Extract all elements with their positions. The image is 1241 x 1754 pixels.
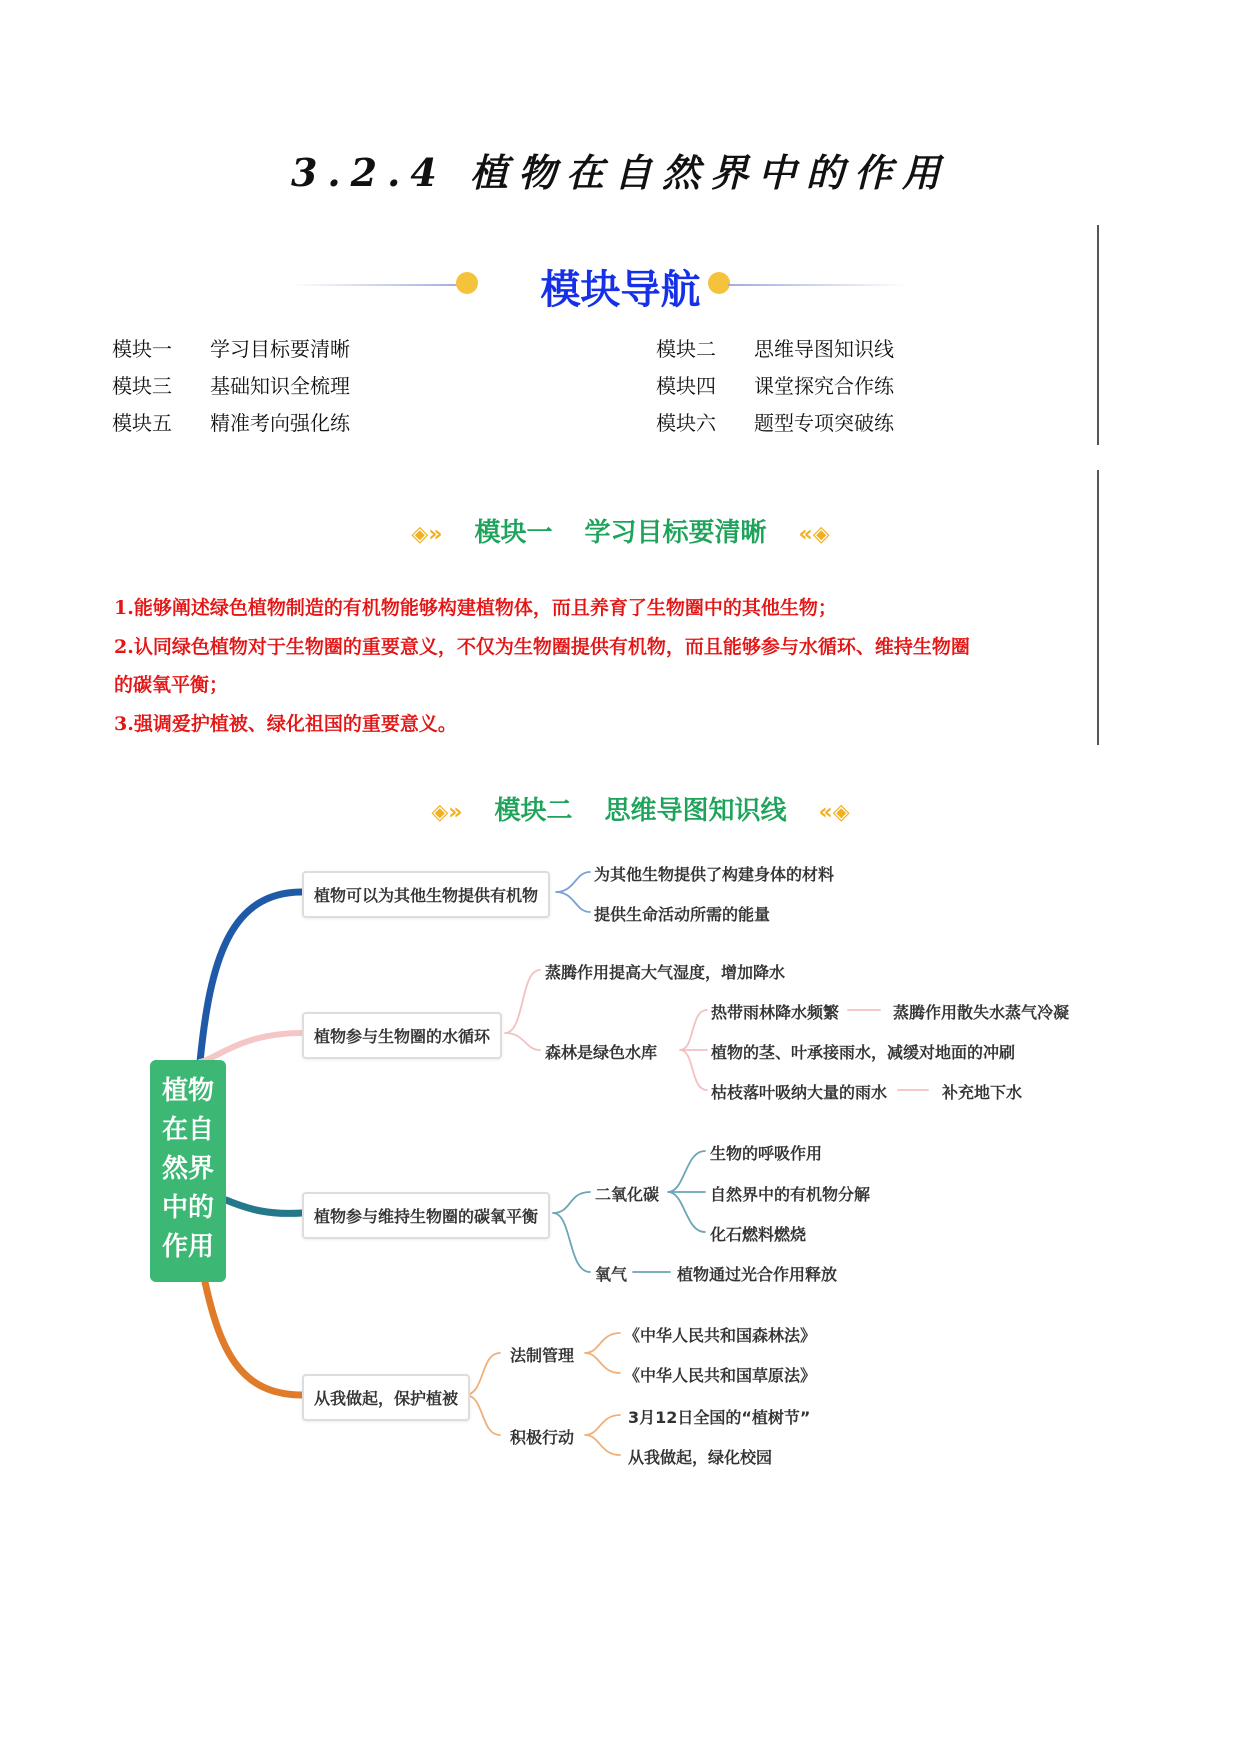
branch-line-3 <box>226 1200 302 1213</box>
b4-action-item-2: 从我做起，绿化校园 <box>628 1448 773 1467</box>
goal-2: 2.认同绿色植物对于生物圈的重要意义，不仅为生物圈提供有机物，而且能够参与水循环、维持生物圈 <box>114 636 970 658</box>
b4-law-item-2: 《中华人民共和国草原法》 <box>624 1366 817 1385</box>
branch-4-node: 从我做起，保护植被 <box>302 1374 470 1421</box>
branch-line-4 <box>205 1282 302 1395</box>
nav-item-6[interactable]: 模块六 题型专项突破练 <box>656 411 894 435</box>
diamond-arrow-icon: ◈» <box>431 800 463 825</box>
b3-o2: 氧气 <box>595 1265 628 1284</box>
b4-action-item-1: 3月12日全国的“植树节” <box>628 1408 811 1427</box>
b2-item-2: 森林是绿色水库 <box>545 1043 658 1062</box>
b4-action: 积极行动 <box>510 1428 575 1447</box>
b1-item-2: 提供生命活动所需的能量 <box>594 905 771 924</box>
connector-b3-co2 <box>668 1151 705 1232</box>
diamond-arrow-icon: «◈ <box>798 522 830 547</box>
branch-2-node: 植物参与生物圈的水循环 <box>302 1012 502 1059</box>
b1-item-1: 为其他生物提供了构建身体的材料 <box>594 865 835 884</box>
b2-sub-1: 热带雨林降水频繁 <box>711 1003 840 1022</box>
nav-heading: 模块导航 <box>540 267 701 313</box>
goal-2-cont: 的碳氧平衡； <box>114 674 229 696</box>
b2-item-1: 蒸腾作用提高大气湿度，增加降水 <box>545 963 786 982</box>
b3-co2: 二氧化碳 <box>595 1185 660 1204</box>
nav-item-1[interactable]: 模块一 学习目标要清晰 <box>112 337 350 361</box>
connector-b1 <box>556 872 590 912</box>
connector-b4-action <box>585 1415 620 1455</box>
b3-co2-item-3: 化石燃料燃烧 <box>710 1225 807 1244</box>
b2-sub-3-ext: 补充地下水 <box>942 1083 1023 1102</box>
page-title: 3.2.4 植物在自然界中的作用 <box>290 150 950 195</box>
diamond-arrow-icon: «◈ <box>818 800 850 825</box>
diamond-arrow-icon: ◈» <box>411 522 443 547</box>
connector-b4 <box>465 1353 500 1435</box>
branch-3-node: 植物参与维持生物圈的碳氧平衡 <box>302 1192 550 1239</box>
b3-co2-item-1: 生物的呼吸作用 <box>710 1144 823 1163</box>
b4-law-item-1: 《中华人民共和国森林法》 <box>624 1326 817 1345</box>
branch-line-2 <box>200 1033 302 1062</box>
connector-b2-sub <box>680 1010 707 1090</box>
nav-item-4[interactable]: 模块四 课堂探究合作练 <box>656 374 894 398</box>
b3-o2-item: 植物通过光合作用释放 <box>677 1265 838 1284</box>
goal-3: 3.强调爱护植被、绿化祖国的重要意义。 <box>114 713 457 735</box>
mindmap-center-node: 植物 在自 然界 中的 作用 <box>150 1060 226 1282</box>
goal-1: 1.能够阐述绿色植物制造的有机物能够构建植物体，而且养育了生物圈中的其他生物； <box>114 597 837 619</box>
connector-b3 <box>553 1192 590 1272</box>
b4-law: 法制管理 <box>510 1346 575 1365</box>
nav-item-5[interactable]: 模块五 精准考向强化练 <box>112 411 350 435</box>
connector-b4-law <box>585 1333 620 1373</box>
b2-sub-3: 枯枝落叶吸纳大量的雨水 <box>711 1083 888 1102</box>
section1-heading: ◈» 模块一 学习目标要清晰 «◈ <box>411 518 830 548</box>
nav-item-3[interactable]: 模块三 基础知识全梳理 <box>112 374 350 398</box>
section2-heading: ◈» 模块二 思维导图知识线 «◈ <box>431 796 850 826</box>
nav-item-2[interactable]: 模块二 思维导图知识线 <box>656 337 894 361</box>
b3-co2-item-2: 自然界中的有机物分解 <box>710 1185 871 1204</box>
connector-b2 <box>505 970 540 1050</box>
b2-sub-2: 植物的茎、叶承接雨水，减缓对地面的冲刷 <box>711 1043 1016 1062</box>
b2-sub-1-ext: 蒸腾作用散失水蒸气冷凝 <box>893 1003 1070 1022</box>
branch-1-node: 植物可以为其他生物提供有机物 <box>302 871 550 918</box>
